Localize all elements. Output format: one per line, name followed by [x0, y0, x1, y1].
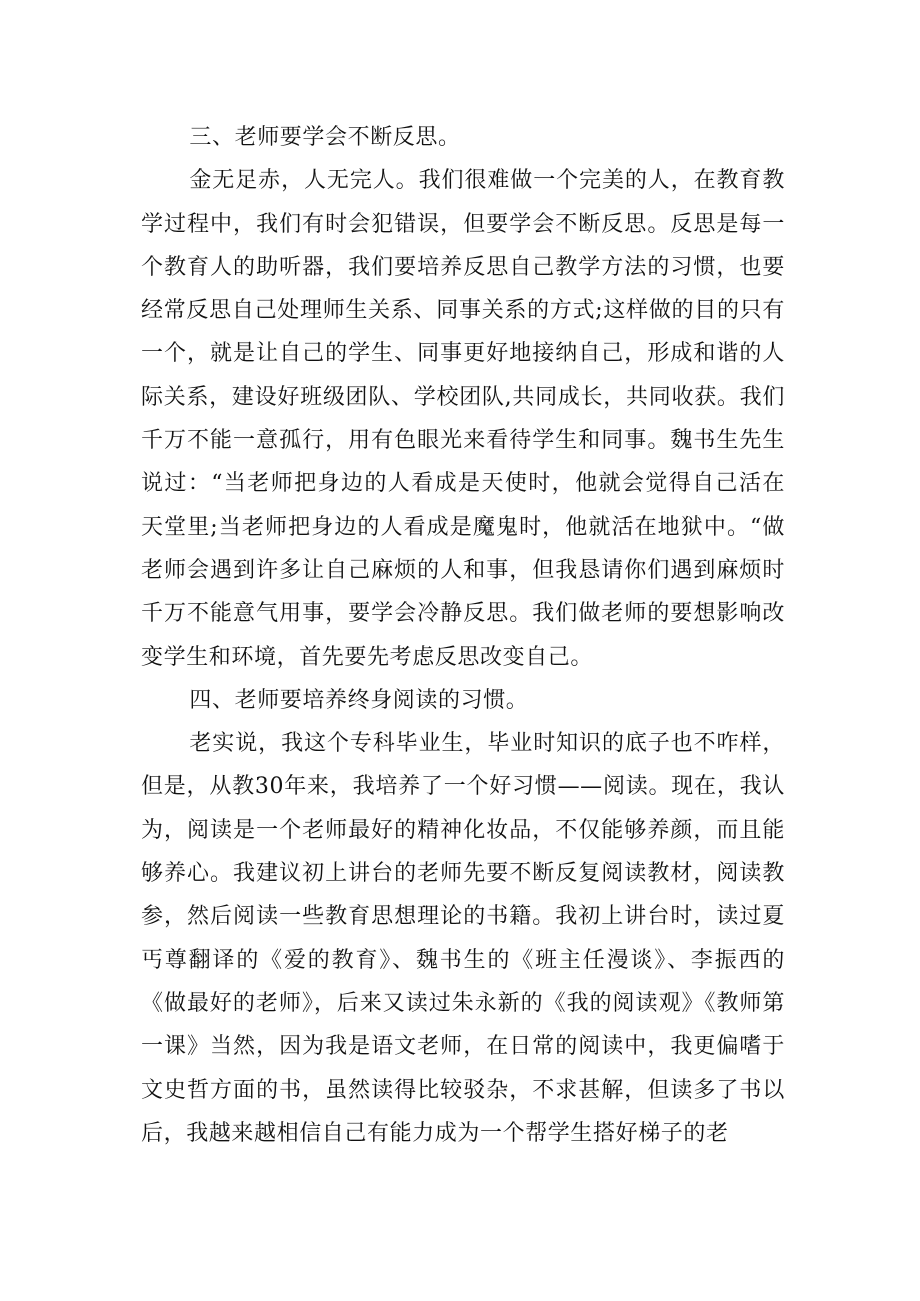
section-paragraph-3: 金无足赤，人无完人。我们很难做一个完美的人，在教育教学过程中，我们有时会犯错误，但要学会不断反思。反思是每一个教育人的助听器，我们要培养反思自己教学方法的习惯，也要经常反思自己处理师生关系、同事关系的方式;这样做的目的只有一个，就是让自己的学生、同事更好地接纳自己，形成和谐的人际关系，建设好班级团队、学校团队,共同成长，共同收获。我们千万不能一意孤行，用有色眼光来看待学生和同事。魏书生先生说过：“当老师把身边的人看成是天使时，他就会觉得自己活在天堂里;当老师把身边的人看成是魔鬼时，他就活在地狱中。“做老师会遇到许多让自己麻烦的人和事，但我恳请你们遇到麻烦时千万不能意气用事，要学会冷静反思。我们做老师的要想影响改变学生和环境，首先要先考虑反思改变自己。: [141, 168, 785, 670]
section-paragraph-4: 老实说，我这个专科毕业生，毕业时知识的底子也不咋样，但是，从教30年来，我培养了一个好习惯——阅读。现在，我认为，阅读是一个老师最好的精神化妆品，不仅能够养颜，而且能够养心。我建议初上讲台的老师先要不断反复阅读教材，阅读教参，然后阅读一些教育思想理论的书籍。我初上讲台时，读过夏丐尊翻译的《爱的教育》、魏书生的《班主任漫谈》、李振西的《做最好的老师》，后来又读过朱永新的《我的阅读观》《教师第一课》当然，因为我是语文老师，在日常的阅读中，我更偏嗜于文史哲方面的书，虽然读得比较驳杂，不求甚解，但读多了书以后，我越来越相信自己有能力成为一个帮学生搭好梯子的老: [141, 731, 785, 1146]
section-heading-3: 三、老师要学会不断反思。: [189, 125, 461, 150]
section-heading-4: 四、老师要培养终身阅读的习惯。: [189, 687, 529, 713]
document-body: [141, 116, 785, 1155]
